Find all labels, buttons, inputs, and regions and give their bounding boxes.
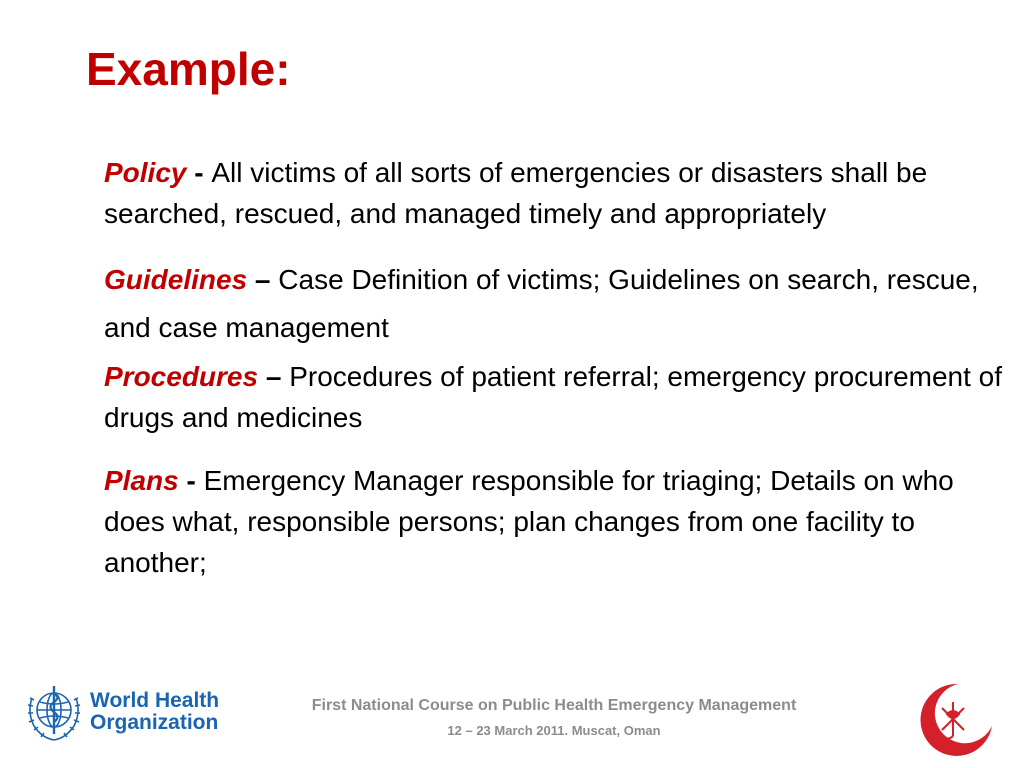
footer-caption	[248, 697, 860, 738]
slide-content	[104, 152, 1004, 583]
oman-ministry-logo	[912, 678, 996, 760]
plans-term: Plans	[104, 465, 179, 496]
plans-text: Emergency Manager responsible for triaging; Details on who does what, responsible persons; plan changes from one facility to another;	[104, 465, 954, 578]
course-dates: 12 – 23 March 2011. Muscat, Oman	[447, 723, 661, 738]
procedures-term: Procedures	[104, 361, 259, 392]
course-title: First National Course on Public Health Emergency Management	[311, 697, 797, 714]
who-line-2: Organization	[90, 711, 219, 734]
guidelines-paragraph	[104, 256, 1004, 352]
policy-term: Policy	[104, 157, 187, 188]
plans-paragraph	[104, 460, 1004, 583]
guidelines-term: Guidelines	[104, 264, 248, 295]
procedures-paragraph	[104, 356, 1004, 438]
crescent-emblem-icon	[912, 678, 996, 760]
guidelines-text: Case Definition of victims; Guidelines on search, rescue, and case management	[104, 264, 979, 343]
slide-title: Example:	[86, 43, 291, 95]
who-logo	[24, 680, 219, 744]
policy-text: All victims of all sorts of emergencies or disasters shall be searched, rescued, and managed timely and appropriately	[104, 157, 928, 229]
procedures-text: Procedures of patient referral; emergency procurement of drugs and medicines	[104, 361, 1003, 433]
policy-paragraph	[104, 152, 1004, 234]
procedures-separator: –	[258, 361, 290, 392]
who-wordmark	[90, 690, 219, 734]
guidelines-separator: –	[247, 264, 279, 295]
who-emblem-icon	[24, 680, 84, 744]
policy-separator: -	[186, 157, 212, 188]
plans-separator: -	[178, 465, 204, 496]
who-line-1: World Health	[90, 689, 220, 712]
